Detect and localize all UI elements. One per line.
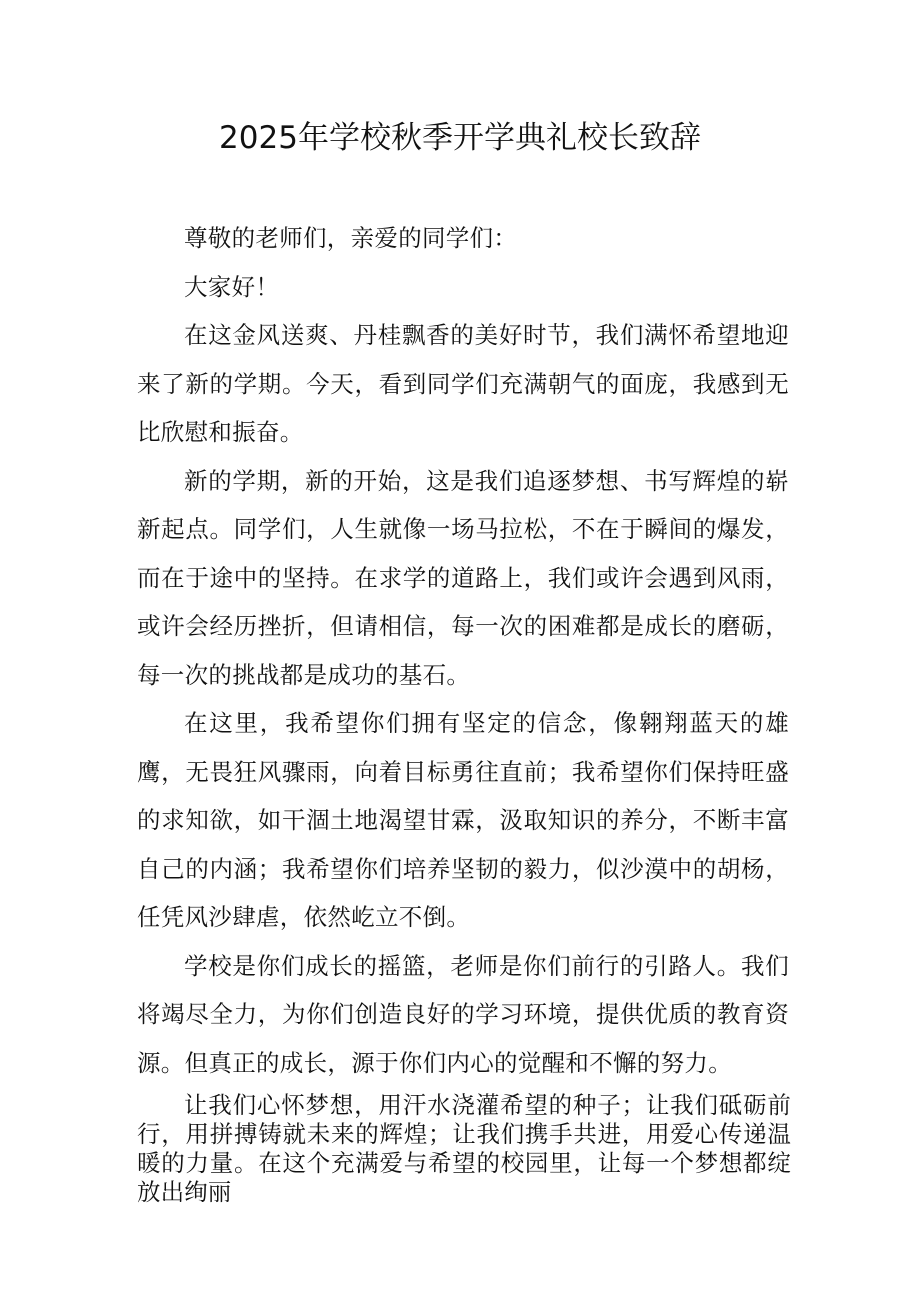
greeting: 大家好！ (184, 272, 280, 301)
document-body (137, 214, 789, 1087)
paragraph-4: 学校是你们成长的摇篮，老师是你们前行的引路人。我们将竭尽全力，为你们创造良好的学习环境，提供优质的教育资源。但真正的成长，源于你们内心的觉醒和不懈的努力。 (137, 951, 789, 1077)
paragraph-2: 新的学期，新的开始，这是我们追逐梦想、书写辉煌的崭新起点。同学们，人生就像一场马拉松，不在于瞬间的爆发，而在于途中的坚持。在求学的道路上，我们或许会遇到风雨，或许会经历挫折，但请相信，每一次的困难都是成长的磨砺，每一次的挑战都是成功的基石。 (137, 466, 789, 689)
document-final-section (137, 1091, 791, 1207)
paragraph-5: 让我们心怀梦想，用汗水浇灌希望的种子；让我们砥砺前行，用拼搏铸就未来的辉煌；让我们携手共进，用爱心传递温暖的力量。在这个充满爱与希望的校园里，让每一个梦想都绽放出绚丽 (137, 1091, 791, 1206)
document-title: 2025年学校秋季开学典礼校长致辞 (219, 120, 701, 156)
paragraph-3: 在这里，我希望你们拥有坚定的信念，像翱翔蓝天的雄鹰，无畏狂风骤雨，向着目标勇往直前；我希望你们保持旺盛的求知欲，如干涸土地渴望甘霖，汲取知识的养分，不断丰富自己的内涵；我希望你们培养坚韧的毅力，似沙漠中的胡杨，任凭风沙肆虐，依然屹立不倒。 (137, 709, 789, 931)
paragraph-1: 在这金风送爽、丹桂飘香的美好时节，我们满怀希望地迎来了新的学期。今天，看到同学们充满朝气的面庞，我感到无比欣慰和振奋。 (137, 321, 789, 446)
salutation: 尊敬的老师们，亲爱的同学们： (184, 224, 518, 252)
